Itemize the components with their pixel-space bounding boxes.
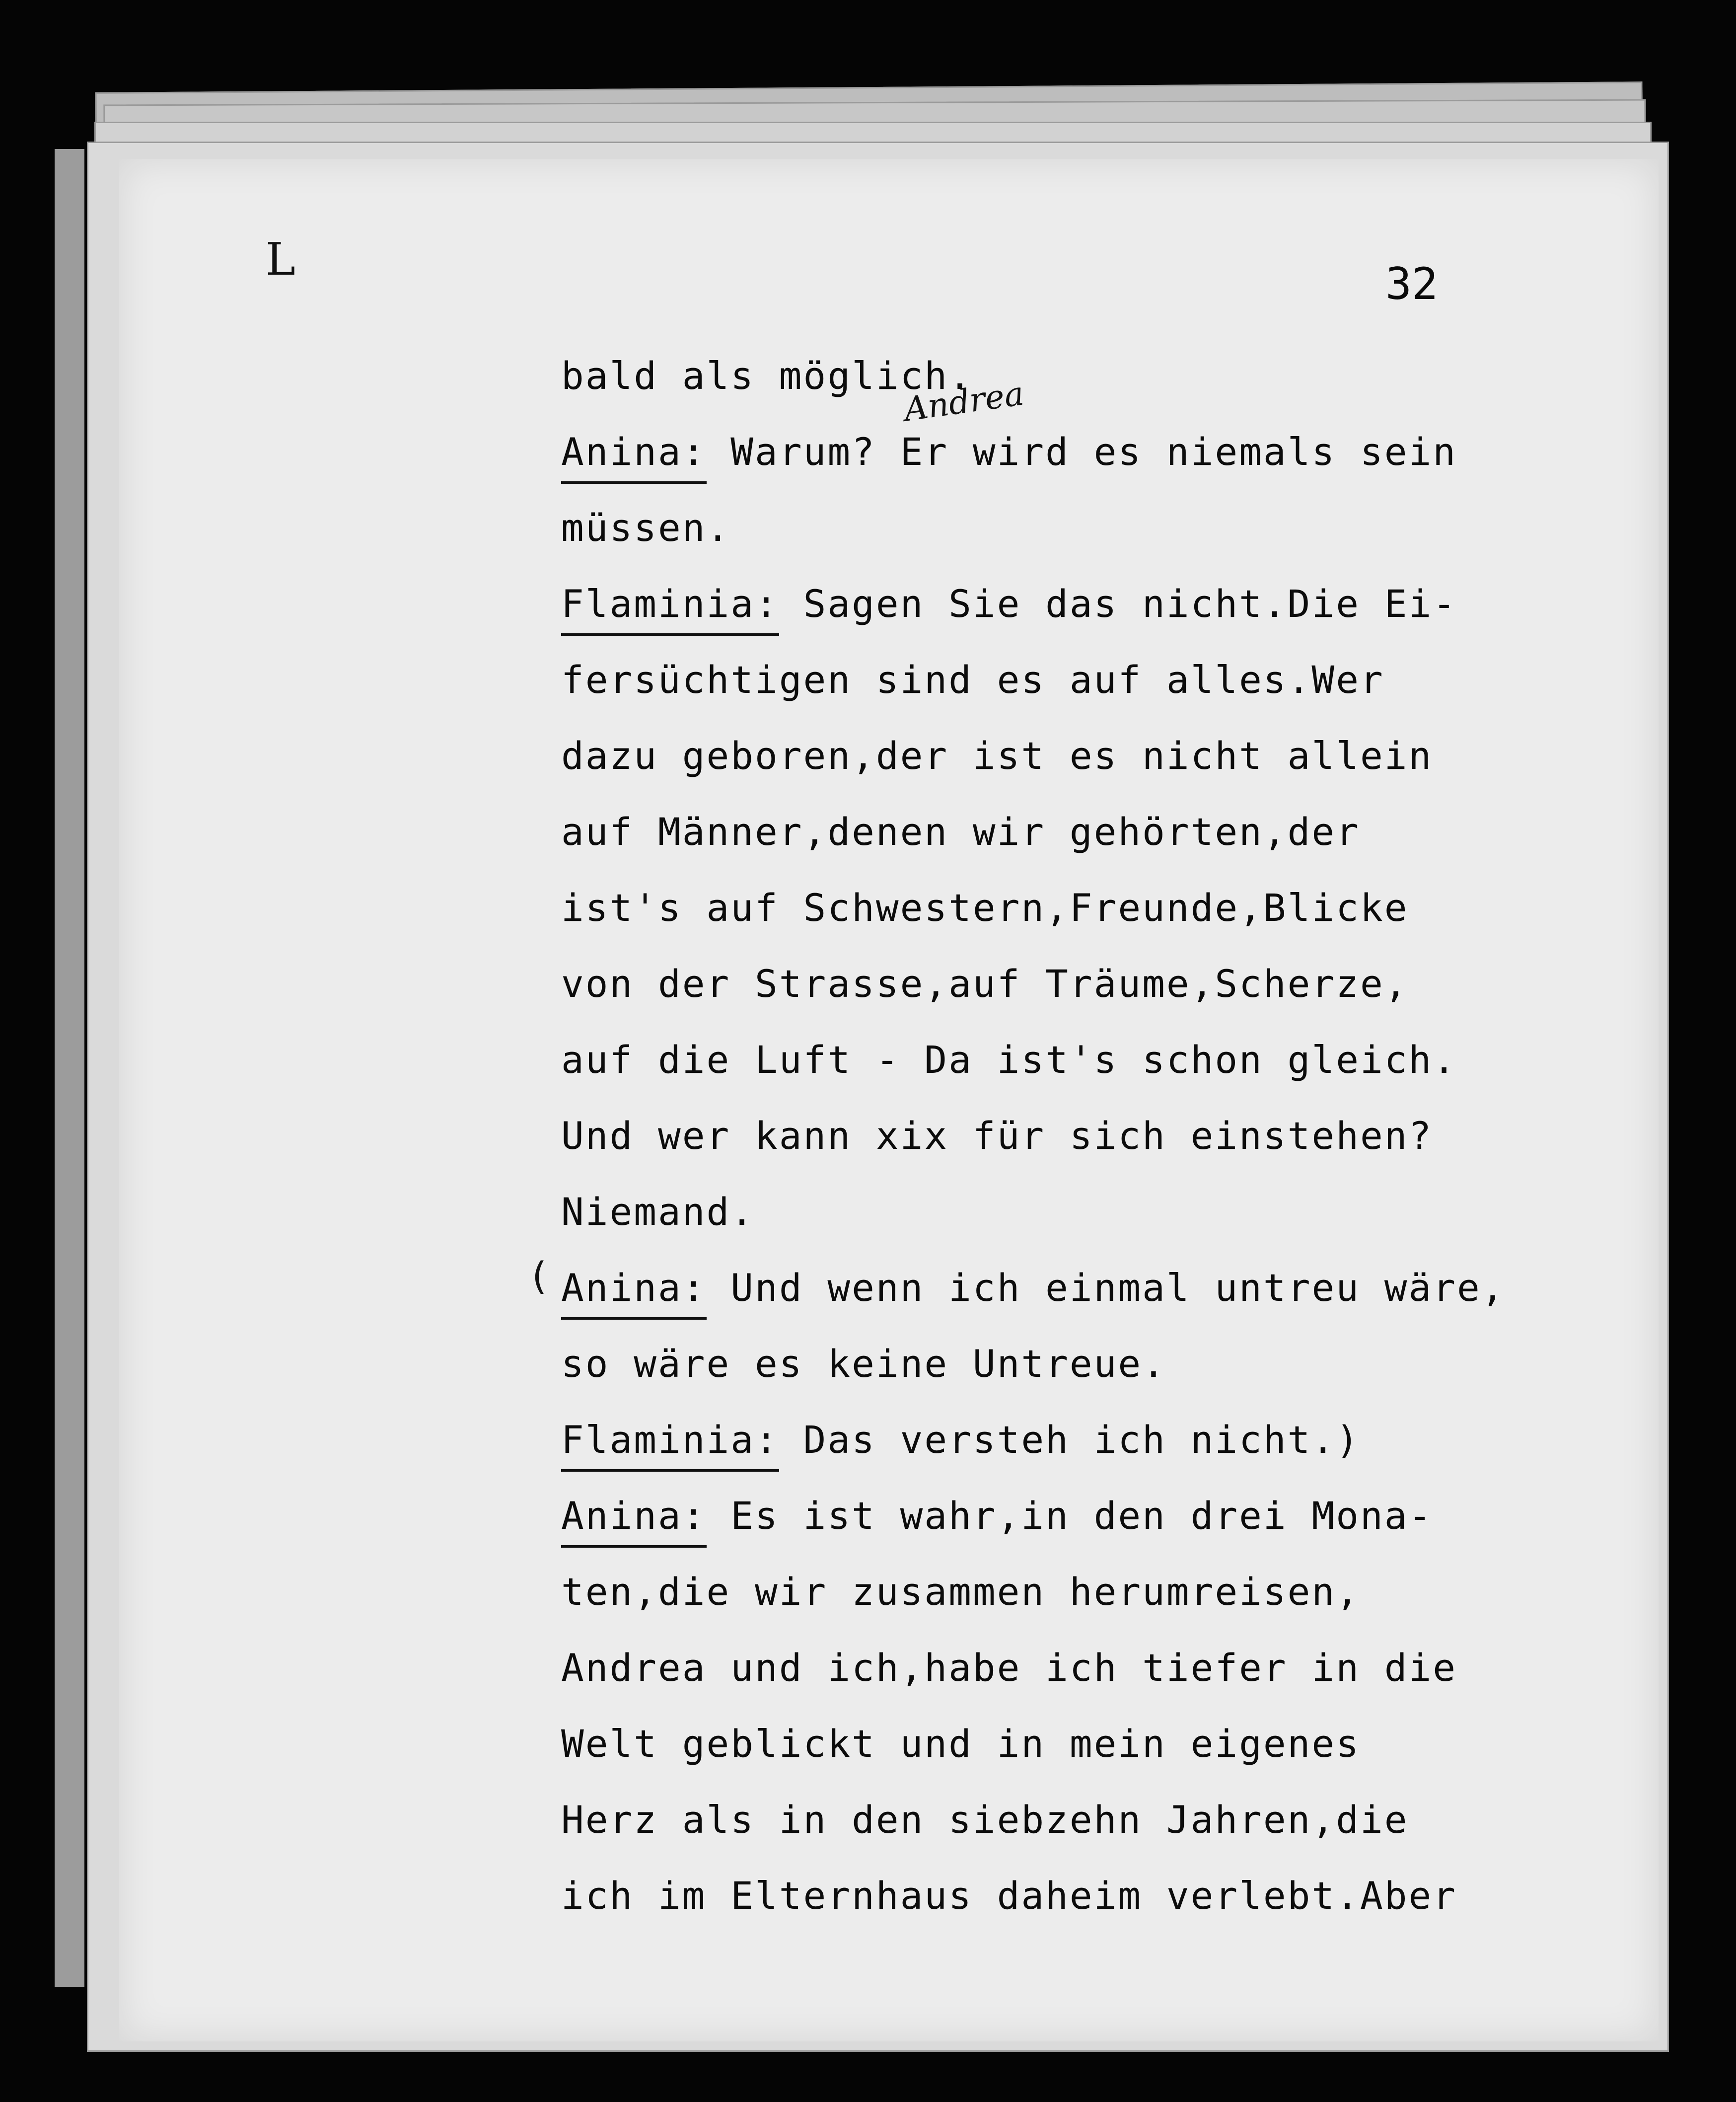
line-text: Welt geblickt und in mein eigenes [561,1722,1360,1766]
line-text: Und wer kann xix für sich einstehen? [561,1114,1433,1158]
open-parenthesis: ( [527,1254,550,1298]
text-line [561,414,1554,490]
line-text: Herz als in den siebzehn Jahren,die [561,1798,1409,1842]
speaker-label: Flaminia: [561,1411,779,1472]
line-text: Und wenn ich einmal untreu wäre, [706,1266,1506,1310]
handwritten-annotation: Andrea [901,374,1026,429]
text-line [561,1326,1554,1402]
text-line [561,1250,1554,1326]
line-text: Es ist wahr,in den drei Mona- [706,1494,1433,1538]
text-line [561,1022,1554,1098]
text-line [561,1402,1554,1478]
text-line [561,1478,1554,1554]
line-text: auf die Luft - Da ist's schon gleich. [561,1038,1457,1082]
speaker-label: Anina: [561,1259,707,1320]
speaker-label: Anina: [561,423,707,484]
text-line [561,338,1554,414]
line-text: Andrea und ich,habe ich tiefer in die [561,1646,1457,1690]
text-line [561,870,1554,946]
text-line [561,566,1554,642]
line-text: ist's auf Schwestern,Freunde,Blicke [561,886,1409,930]
line-text: Warum? Er wird es niemals sein [706,430,1457,474]
text-line [561,1706,1554,1782]
line-text: fersüchtigen sind es auf alles.Wer [561,658,1384,702]
text-line [561,1782,1554,1858]
line-text: Sagen Sie das nicht.Die Ei- [779,582,1457,626]
text-line [561,490,1554,566]
page-number: 32 [1385,258,1438,309]
line-text: Niemand. [561,1190,755,1234]
line-text: bald als möglich. [561,354,973,398]
margin-mark: L [266,233,295,286]
line-text: ich im Elternhaus daheim verlebt.Aber [561,1874,1457,1918]
text-line [561,794,1554,870]
text-line [561,1098,1554,1174]
line-text: so wäre es keine Untreue. [561,1342,1166,1386]
text-line [561,718,1554,794]
text-line [561,1858,1554,1934]
line-text: auf Männer,denen wir gehörten,der [561,810,1360,854]
text-line [561,946,1554,1022]
line-text: müssen. [561,506,731,550]
line-text: Das versteh ich nicht.) [779,1418,1360,1462]
speaker-label: Flaminia: [561,575,779,636]
line-text: von der Strasse,auf Träume,Scherze, [561,962,1409,1006]
text-line [561,1174,1554,1250]
text-line [561,1630,1554,1706]
speaker-label: Anina: [561,1487,707,1548]
text-line [561,642,1554,718]
line-text: ten,die wir zusammen herumreisen, [561,1570,1360,1614]
text-line [561,1554,1554,1630]
page-edge [55,149,84,1987]
typed-text-block [561,338,1554,1934]
line-text: dazu geboren,der ist es nicht allein [561,734,1433,778]
